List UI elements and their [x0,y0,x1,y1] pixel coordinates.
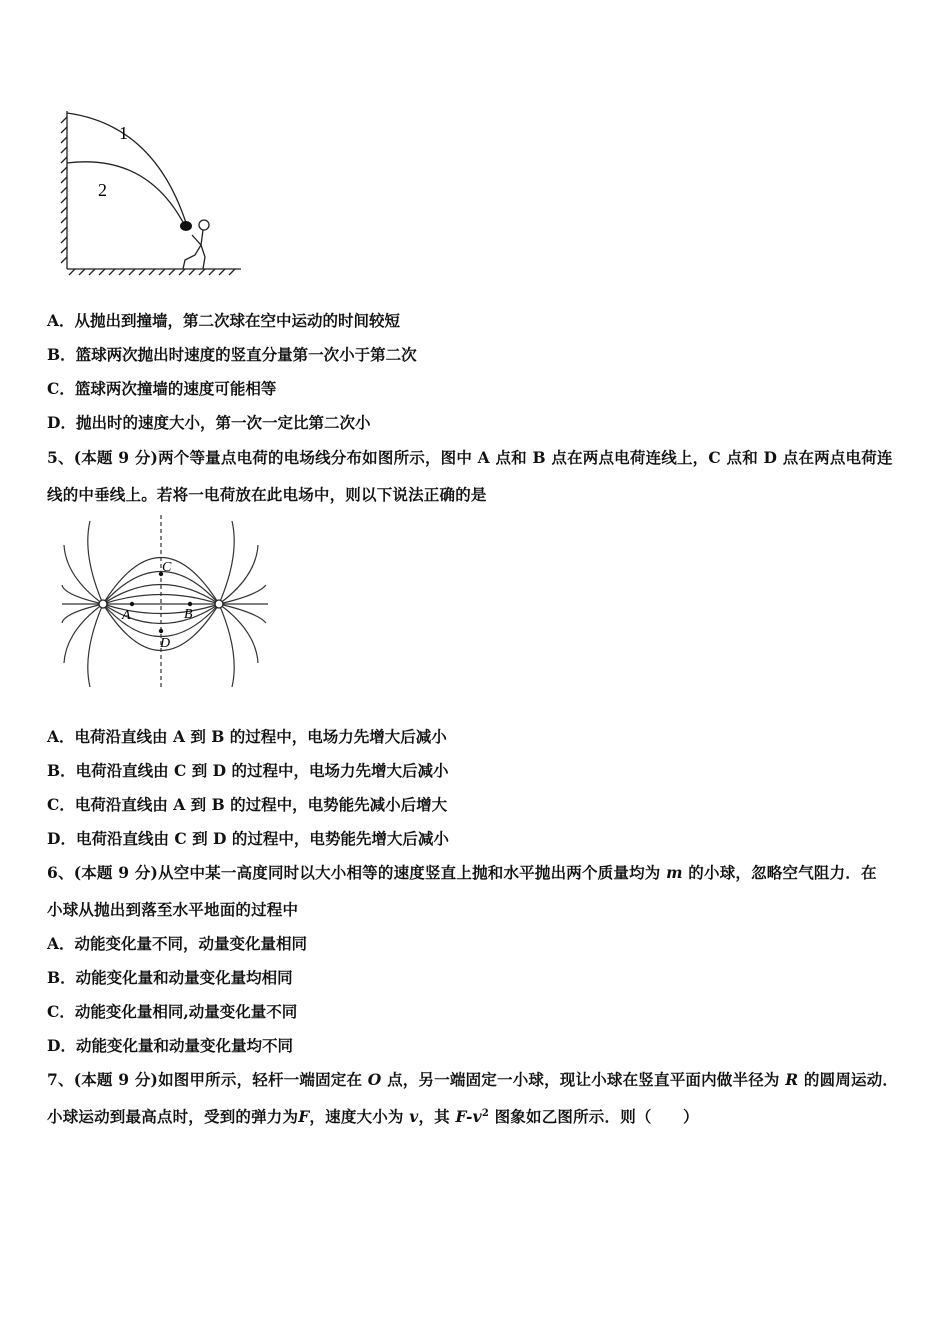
field-line [88,604,103,687]
projectile-figure [55,105,255,280]
q5-option-b: B．电荷沿直线由 C 到 D 的过程中，电场力先增大后减小 [47,761,449,780]
q4-option-c: C．篮球两次撞墙的速度可能相等 [47,379,277,398]
trajectory-1-label: 1 [119,123,128,143]
q7-stem-line2: 小球运动到最高点时，受到的弹力为F，速度大小为 v，其 $F-v^2$ 图象如乙图所示．则（ ） [47,1107,699,1126]
q6-option-b: B．动能变化量和动量变化量均相同 [47,968,293,987]
q4-option-a: A．从抛出到撞墙，第二次球在空中运动的时间较短 [47,311,401,330]
wall [61,111,67,269]
label-a: A [122,608,131,623]
q5-option-c: C．电荷沿直线由 A 到 B 的过程中，电势能先减小后增大 [47,795,448,814]
q4-option-d: D．抛出时的速度大小，第一次一定比第二次小 [47,413,371,432]
q6-option-c: C．动能变化量相同,动量变化量不同 [47,1002,298,1021]
electric-field-figure [60,515,270,690]
field-line [219,604,266,623]
ground [67,269,241,275]
q6-option-a: A．动能变化量不同，动量变化量相同 [47,934,308,953]
field-line [219,521,234,604]
q7-stem-line1: 7、(本题 9 分)如图甲所示，轻杆一端固定在 O 点，另一端固定一小球，现让小球在竖直平面内做半径为 R 的圆周运动． [47,1070,899,1089]
field-line [64,545,103,604]
basketball [180,221,192,231]
q5-stem-line1: 5、(本题 9 分)两个等量点电荷的电场线分布如图所示，图中 A 点和 B 点在两点电荷连线上，C 点和 D 点在两点电荷连 [47,448,893,467]
label-d: D [160,636,171,651]
label-c: C [162,560,172,575]
label-b: B [184,607,193,622]
point-d [159,629,163,633]
trajectory-2-label: 2 [98,180,107,200]
q6-stem-line2: 小球从抛出到落至水平地面的过程中 [47,900,299,919]
q5-stem-line2: 线的中垂线上。若将一电荷放在此电场中，则以下说法正确的是 [47,485,487,504]
field-line [219,545,258,604]
q5-option-d: D．电荷沿直线由 C 到 D 的过程中，电势能先增大后减小 [47,829,449,848]
q5-option-a: A．电荷沿直线由 A 到 B 的过程中，电场力先增大后减小 [47,727,447,746]
q6-option-d: D．动能变化量和动量变化量均不同 [47,1036,293,1055]
field-line [88,521,103,604]
trajectory-2 [67,162,185,226]
q6-stem-line1: 6、(本题 9 分)从空中某一高度同时以大小相等的速度竖直上抛和水平抛出两个质量均为 m 的小球，忽略空气阻力．在 [47,863,877,882]
q4-option-b: B．篮球两次抛出时速度的竖直分量第一次小于第二次 [47,345,417,364]
field-line [219,604,234,687]
point-b [188,602,192,606]
charge-right [215,600,223,608]
field-line [219,604,258,663]
field-line [64,604,103,663]
field-line [219,585,266,604]
point-a [130,602,134,606]
charge-left [99,600,107,608]
